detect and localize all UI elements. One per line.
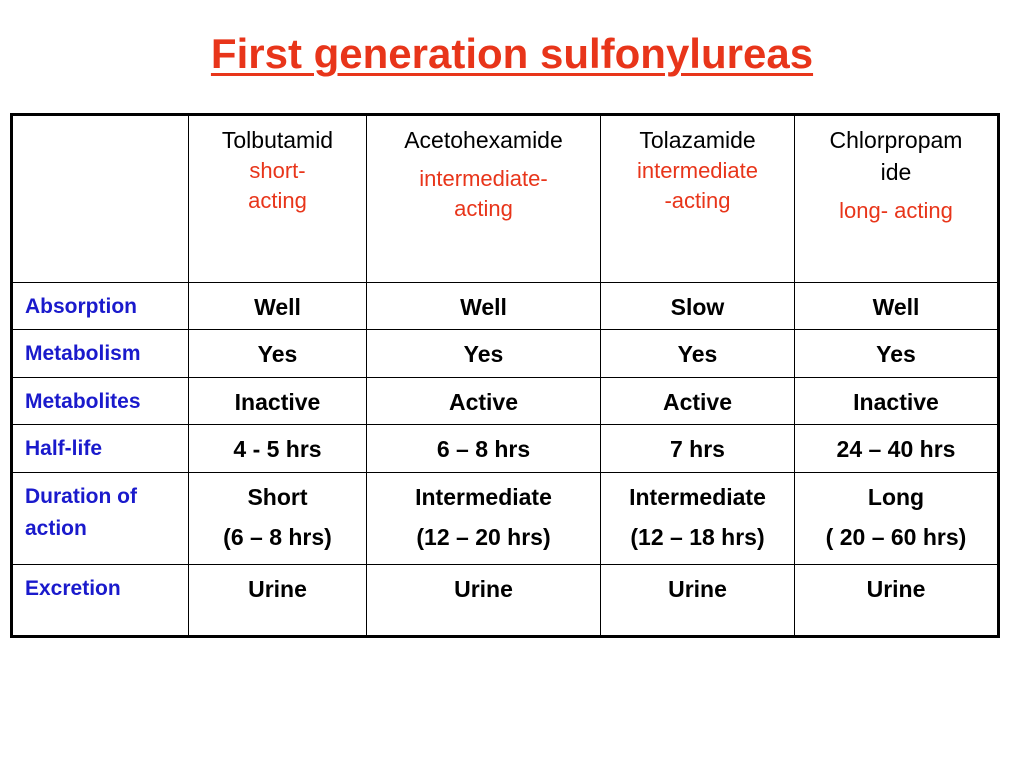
table-row (12, 378, 999, 425)
cell-value: Well (254, 294, 301, 320)
cell-value: Well (460, 294, 507, 320)
header-cell-tolbutamid (189, 115, 367, 283)
cell-value: Yes (463, 341, 504, 367)
cell-value: 4 - 5 hrs (233, 436, 322, 462)
cell-value: Inactive (853, 389, 939, 415)
slide-title: First generation sulfonylureas (210, 30, 814, 77)
cell-value: Yes (677, 341, 718, 367)
table-cell (189, 330, 367, 378)
row-label: Absorption (12, 283, 189, 330)
cell-value: Active (448, 389, 519, 415)
cell-value: Active (662, 389, 733, 415)
cell-value: Urine (248, 576, 307, 602)
drug-duration-desc: intermediate- acting (419, 166, 548, 221)
cell-subvalue: (12 – 20 hrs) (416, 524, 551, 550)
header-cell-chlorpropamide (795, 115, 999, 283)
drug-duration-desc: intermediate -acting (636, 158, 759, 213)
cell-value: Intermediate (629, 484, 766, 510)
table-cell (189, 283, 367, 330)
table-cell (189, 565, 367, 637)
table-cell (795, 473, 999, 565)
drug-duration-desc: long- acting (839, 198, 953, 223)
header-cell-tolazamide (601, 115, 795, 283)
cell-value: Yes (876, 341, 916, 367)
table-cell (367, 425, 601, 473)
cell-value: 24 – 40 hrs (836, 436, 956, 462)
row-label: Excretion (12, 565, 189, 637)
header-cell-acetohexamide (367, 115, 601, 283)
cell-subvalue: (12 – 18 hrs) (630, 524, 765, 550)
cell-value: 6 – 8 hrs (436, 436, 531, 462)
table-cell (367, 283, 601, 330)
table-cell (601, 378, 795, 425)
cell-value: Urine (668, 576, 727, 602)
cell-value: Inactive (234, 389, 321, 415)
table-cell (795, 565, 999, 637)
cell-value: Intermediate (415, 484, 552, 510)
drug-name: Tolazamide (639, 127, 756, 153)
cell-value: 7 hrs (670, 436, 725, 462)
table-cell (601, 425, 795, 473)
table-cell (795, 378, 999, 425)
table-cell (601, 330, 795, 378)
table-cell (189, 473, 367, 565)
drug-name: Tolbutamid (221, 127, 334, 153)
table-cell (601, 565, 795, 637)
drug-name: Acetohexamide (404, 127, 563, 153)
table-header-row (12, 115, 999, 283)
table-corner-cell (12, 115, 189, 283)
cell-value: Well (872, 294, 920, 320)
drug-comparison-table (10, 113, 1000, 638)
table-cell (367, 330, 601, 378)
table-cell (367, 473, 601, 565)
table-row (12, 565, 999, 637)
cell-value: Short (247, 484, 308, 510)
table-cell (367, 378, 601, 425)
cell-value: Urine (454, 576, 513, 602)
table-cell (795, 283, 999, 330)
table-cell (795, 330, 999, 378)
table-cell (601, 473, 795, 565)
table-cell (189, 378, 367, 425)
table-cell (795, 425, 999, 473)
table-row (12, 330, 999, 378)
table-cell (601, 283, 795, 330)
cell-subvalue: (6 – 8 hrs) (223, 524, 332, 550)
row-label: Duration of action (12, 473, 189, 565)
row-label: Metabolites (12, 378, 189, 425)
row-label: Half-life (12, 425, 189, 473)
table-row (12, 283, 999, 330)
cell-value: Urine (866, 576, 926, 602)
cell-value: Slow (670, 294, 725, 320)
drug-name: Chlorpropam ide (829, 127, 963, 185)
cell-value: Yes (257, 341, 298, 367)
table-row (12, 425, 999, 473)
cell-subvalue: ( 20 – 60 hrs) (825, 524, 967, 550)
drug-duration-desc: short- acting (248, 158, 307, 213)
row-label: Metabolism (12, 330, 189, 378)
table-cell (189, 425, 367, 473)
cell-value: Long (867, 484, 925, 510)
table-cell (367, 565, 601, 637)
table-row (12, 473, 999, 565)
